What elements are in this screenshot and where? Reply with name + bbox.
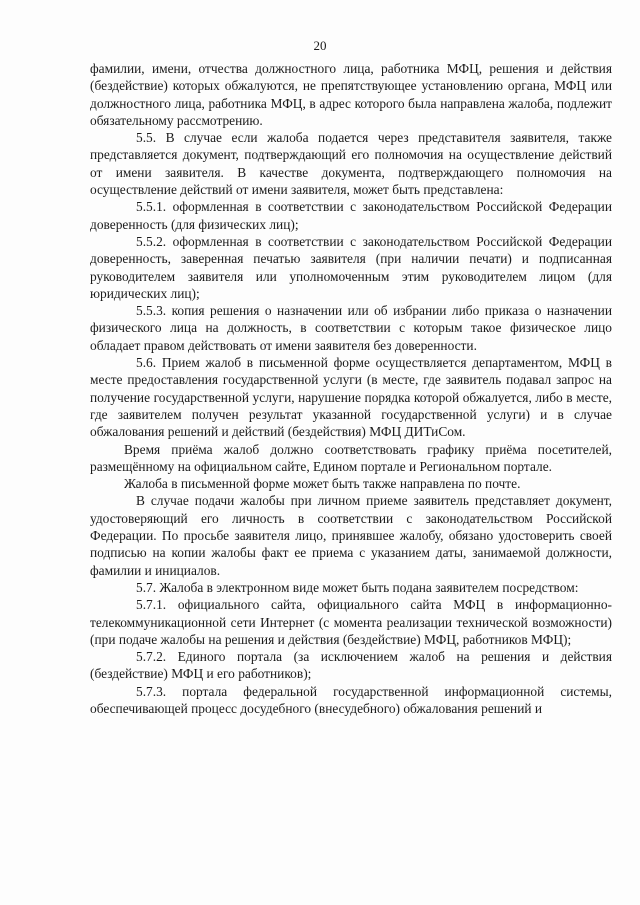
page-number: 20 xyxy=(313,38,327,53)
paragraph: 5.7.2. Единого портала (за исключением жалоб на решения и действия (бездействие) МФЦ и его работников); xyxy=(90,649,612,682)
paragraph: 5.7. Жалоба в электронном виде может быть подана заявителем посредством: xyxy=(136,579,579,595)
paragraph: 5.7.1. официального сайта, официального сайта МФЦ в информационно-телекоммуникационной сети Интернет (с момента реализации технической возможности) (при подаче жалобы на решения и действия (бездействие) МФЦ, работников МФЦ); xyxy=(90,597,612,647)
paragraph: 5.7.3. портала федеральной государственной информационной системы, обеспечивающей процесс досудебного (внесудебного) обжалования решений и xyxy=(90,683,612,716)
paragraph: 5.5.1. оформленная в соответствии с законодательством Российской Федерации доверенность (для физических лиц); xyxy=(90,199,612,232)
paragraph: В случае подачи жалобы при личном приеме заявитель представляет документ, удостоверяющий его личность в соответствии с законодательством Российской Федерации. По просьбе заявителя лицо, принявшее жалобу, обязано удостоверить своей подписью на копии жалобы факт ее приема с указанием даты, занимаемой должности, фамилии и инициалов. xyxy=(90,493,612,578)
document-body xyxy=(90,60,612,717)
paragraph: 5.5. В случае если жалоба подается через представителя заявителя, также представляется документ, подтверждающий его полномочия на осуществление действий от имени заявителя. В качестве документа, подтверждающего полномочия на осуществление действий от имени заявителя, может быть представлена: xyxy=(90,130,612,198)
paragraph: 5.6. Прием жалоб в письменной форме осуществляется департаментом, МФЦ в месте предоставления государственной услуги (в месте, где заявитель подавал запрос на получение государственной услуги, нарушение порядка которой обжалуется, либо в месте, где заявителем получен результат указанной государственной услуги) и в случае обжалования решений и действий (бездействия) МФЦ ДИТиСом. xyxy=(90,355,612,440)
paragraph: 5.5.2. оформленная в соответствии с законодательством Российской Федерации доверенность, заверенная печатью заявителя (при наличии печати) и подписанная руководителем заявителя или уполномоченным этим руководителем лицом (для юридических лиц); xyxy=(90,233,612,301)
paragraph: 5.5.3. копия решения о назначении или об избрании либо приказа о назначении физического лица на должность, в соответствии с которым такое физическое лицо обладает правом действовать от имени заявителя без доверенности. xyxy=(90,303,612,353)
paragraph: фамилии, имени, отчества должностного лица, работника МФЦ, решения и действия (бездействие) которых обжалуются, не препятствующее установлению органа, МФЦ или должностного лица, работника МФЦ, в адрес которого была направлена жалоба, подлежит обязательному рассмотрению. xyxy=(90,61,612,128)
paragraph: Время приёма жалоб должно соответствовать графику приёма посетителей, размещённому на официальном сайте, Едином портале и Региональном портале. xyxy=(90,441,612,474)
paragraph: Жалоба в письменной форме может быть также направлена по почте. xyxy=(124,476,521,492)
